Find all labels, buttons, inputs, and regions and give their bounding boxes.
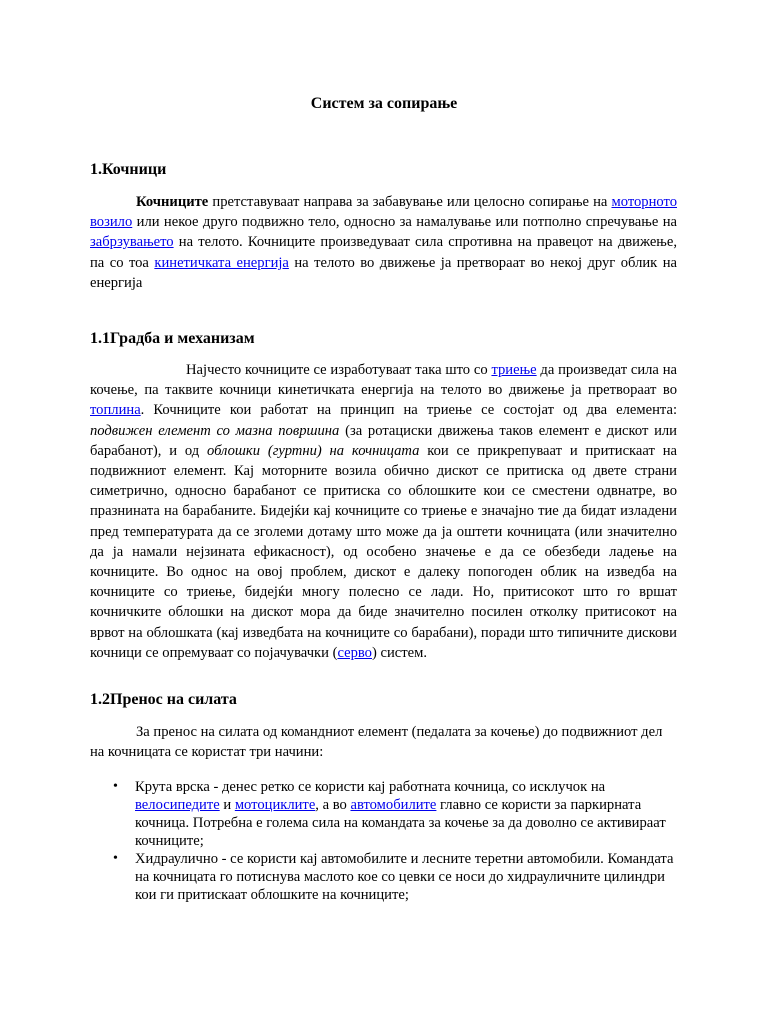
paragraph-construction [90,360,677,663]
text-run: или некое друго подвижно тело, односно за намалување или потполно спречување на [132,214,677,231]
link-heat[interactable]: топлина [90,402,141,419]
italic-brake-pads: облошки (гуртни) на кочницата [206,442,420,459]
paragraph-brakes-definition [90,192,677,293]
bullet-list [90,778,677,904]
link-cars[interactable]: автомобилите [350,797,437,813]
list-item [90,778,677,850]
link-kinetic-energy[interactable]: кинетичката енергија [154,254,289,271]
text-run: Хидраулично - се користи кај автомобилите и лесните теретни автомобили. Командата на кочницата го потиснува маслото кое со цевки се носи до хидрауличните цилиндри кои ги притискаат облошките на кочниците; [135,851,674,903]
link-acceleration[interactable]: забрзувањето [90,234,174,251]
bullet-icon: • [113,851,118,866]
bold-term-brakes: Кочниците [136,194,209,210]
text-run: на телото. Кочниците произведуваат сила спротивна на правецот на движење, па со тоа [90,234,677,271]
text-run: на телото во движење ја претвораат во некој друг облик на енергија [90,254,677,291]
text-run: и [219,797,235,813]
italic-moving-element: подвижен елемент со мазна површина [90,422,340,439]
text-run: (за ротациски движења таков елемент е дискот или барабанот), и од [90,422,677,459]
link-friction[interactable]: триење [491,362,537,378]
text-run: , а во [315,797,351,813]
paragraph-force-transfer-intro: За пренос на силата од командниот елемент (педалата за кочење) до подвижниот дел на кочницата се користат три начини: [90,724,663,761]
section-heading-brakes: 1.Кочници [90,161,167,178]
page-title: Систем за сопирање [310,95,458,112]
link-motorcycles[interactable]: мотоциклите [234,797,316,813]
text-run: претставуваат направа за забавување или целосно сопирање на [208,194,612,210]
link-bicycles[interactable]: велосипедите [135,797,220,813]
link-motor-vehicle[interactable]: моторното возило [90,194,677,231]
link-servo[interactable]: серво [337,644,372,661]
section-heading-force-transfer: 1.2Пренос на силата [90,691,237,708]
text-run: Крута врска - денес ретко се користи кај работната кочница, со исклучок на [135,779,606,795]
text-run: кои се прикрепуваат и притискаат на подвижниот елемент. Кај моторните возила обично дискот се притиска од двете страни симетрично, односно барабанот се притиска со облошките кои се сместени одвнатре, во празнината на барабаните. Бидејќи кај кочниците со триење е значајно тие да бидат изладени пред температурата да се зголеми дотаму што може да ја оштети кочницата (или значително да ја намали нејзината ефикасност), од особено значење е да се обезбеди ладење на кочниците. Во однос на овој проблем, дискот е далеку попогоден облик на изведба на кочниците со триење, бидејќи многу полесно се лади. Но, притисокот што го вршат кочничките облошки на дискот мора да биде значително посилен отколку притисокот на врвот на облошката (кај изведбата на кочниците со барабани), поради што типичните дискови кочници се опремуваат со појачувачки ( [90,442,677,661]
list-item [90,850,677,904]
text-run: Најчесто кочниците се изработуваат така што со [186,362,492,378]
bullet-icon: • [113,779,118,794]
text-run: главно се користи за паркирната кочница. Потребна е голема сила на командата за кочење за да доволно се активираат кочниците; [135,797,666,849]
text-run: ) систем. [371,644,427,661]
section-heading-construction: 1.1Градба и механизам [90,330,255,347]
text-run: . Кочниците кои работат на принцип на триење се состојат од два елемента: [140,402,677,419]
text-run: да произведат сила на кочење, па таквите кочници кинетичката енергија на телото во движење ја претвораат во [90,362,677,399]
